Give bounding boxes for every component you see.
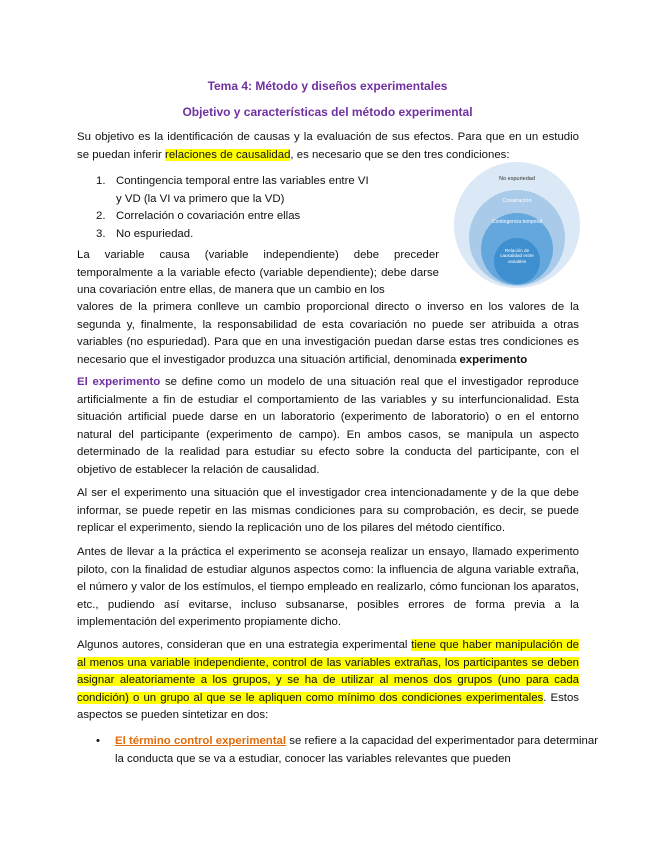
label-causal-relation-wrapper xyxy=(497,248,537,276)
label-no-spuriousness: No espuriedad xyxy=(499,176,535,182)
intro-text-after: , es necesario que se den tres condiciones: xyxy=(290,148,510,161)
experiment-term: experimento xyxy=(459,353,528,366)
list-item xyxy=(96,208,374,226)
section-subtitle: Objetivo y características del método experimental xyxy=(182,105,473,119)
label-causal-relation: Relación de causalidad entre variables xyxy=(500,248,534,264)
bullet-text: se refiere a la capacidad del experimentador para determinar la conducta que se va a estudiar, conocer las variables relevantes que pueden xyxy=(115,735,598,765)
list-number: 3. xyxy=(96,227,106,240)
pilot-paragraph: Antes de llevar a la práctica el experimento se aconseja realizar un ensayo, llamado experimento piloto, con la finalidad de estudiar algunos aspectos como: la influencia de alguna variable extraña, el número y valor de los estímulos, el tiempo empleado en realizarlo, cómo funcionan los aparatos, etc., pudiendo así evitarse, incluso subsanarse, posibles errores de forma previa a la implementación del experimento propiamente dicho. xyxy=(77,546,579,629)
list-number: 1. xyxy=(96,175,106,187)
conditions-list xyxy=(96,173,374,243)
authors-text-after: . Estos aspectos se pueden sintetizar en dos: xyxy=(77,691,579,722)
authors-text-before: Algunos autores, consideran que en una estrategia experimental xyxy=(77,639,412,651)
highlight-causal-relations: relaciones de causalidad xyxy=(165,148,291,161)
bullet-dot: • xyxy=(96,735,100,747)
list-item-text: No espuriedad. xyxy=(116,227,194,240)
label-temporal-contingency: Contingencia temporal xyxy=(491,219,543,225)
experiment-paragraph xyxy=(77,374,579,480)
conditions-nested-circles-diagram xyxy=(446,160,588,290)
highlight-experimental-requirements: tiene que haber manipulación de al menos una variable independiente, control de las variables extrañas, los participantes se deben asignar aleatoriamente a los grupos, y se ha de utilizar al menos dos grupos (uno para cada condición) o un grupo al que se le apliquen como mínimo dos condiciones experimentales xyxy=(77,639,579,704)
cause-paragraph-part2 xyxy=(77,299,579,369)
label-covariation: Covariación xyxy=(502,198,532,204)
authors-paragraph xyxy=(77,637,579,725)
list-item xyxy=(96,173,374,208)
intro-paragraph xyxy=(77,129,579,164)
replication-paragraph: Al ser el experimento una situación que el investigador crea intencionadamente y de la que debe informar, se puede repetir en las mismas condiciones para su comprobación, es decir, se puede replicar el experimento, siendo la replicación uno de los pilares del método científico. xyxy=(77,487,579,535)
cause-paragraph-part1: La variable causa (variable independiente) debe preceder temporalmente a la variable efecto (variable dependiente); debe darse una covariación entre ellas, de manera que un cambio en los xyxy=(77,249,439,297)
page-title: Tema 4: Método y diseños experimentales xyxy=(207,79,448,93)
list-item xyxy=(96,226,374,244)
cause-paragraph-text: valores de la primera conlleve un cambio proporcional directo o inverso en los valores de la segunda y, finalmente, la responsabilidad de esta covariación no puede ser atribuida a otras variables (no espuriedad). Para que en una investigación puedan darse estas tres condiciones es necesario que el investigador produzca una situación artificial, denominada xyxy=(77,301,579,366)
control-experimental-term: El término control experimental xyxy=(115,735,287,747)
experiment-definition-text: se define como un modelo de una situación real que el investigador reproduce artificialmente a fin de estudiar el comportamiento de las variables y su interfuncionalidad. Esta situación artificial puede darse en un laboratorio (experimento de laboratorio) o en el entorno natural del participante (experimento de campo). En ambos casos, se manipula un aspecto determinado de la realidad para estudiar su efecto sobre la conducta del participante, con el objetivo de establecer la relación de causalidad. xyxy=(77,376,579,476)
list-item-text: Contingencia temporal entre las variables entre VI y VD (la VI va primero que la VD) xyxy=(116,175,369,205)
list-number: 2. xyxy=(96,210,106,223)
intro-text-before: Su objetivo es la identificación de causas y la evaluación de sus efectos. Para que en un estudio se puedan inferir xyxy=(77,131,579,161)
experiment-definition-term: El experimento xyxy=(77,376,161,388)
list-item-text: Correlación o covariación entre ellas xyxy=(116,210,301,223)
bullet-item xyxy=(96,733,598,768)
